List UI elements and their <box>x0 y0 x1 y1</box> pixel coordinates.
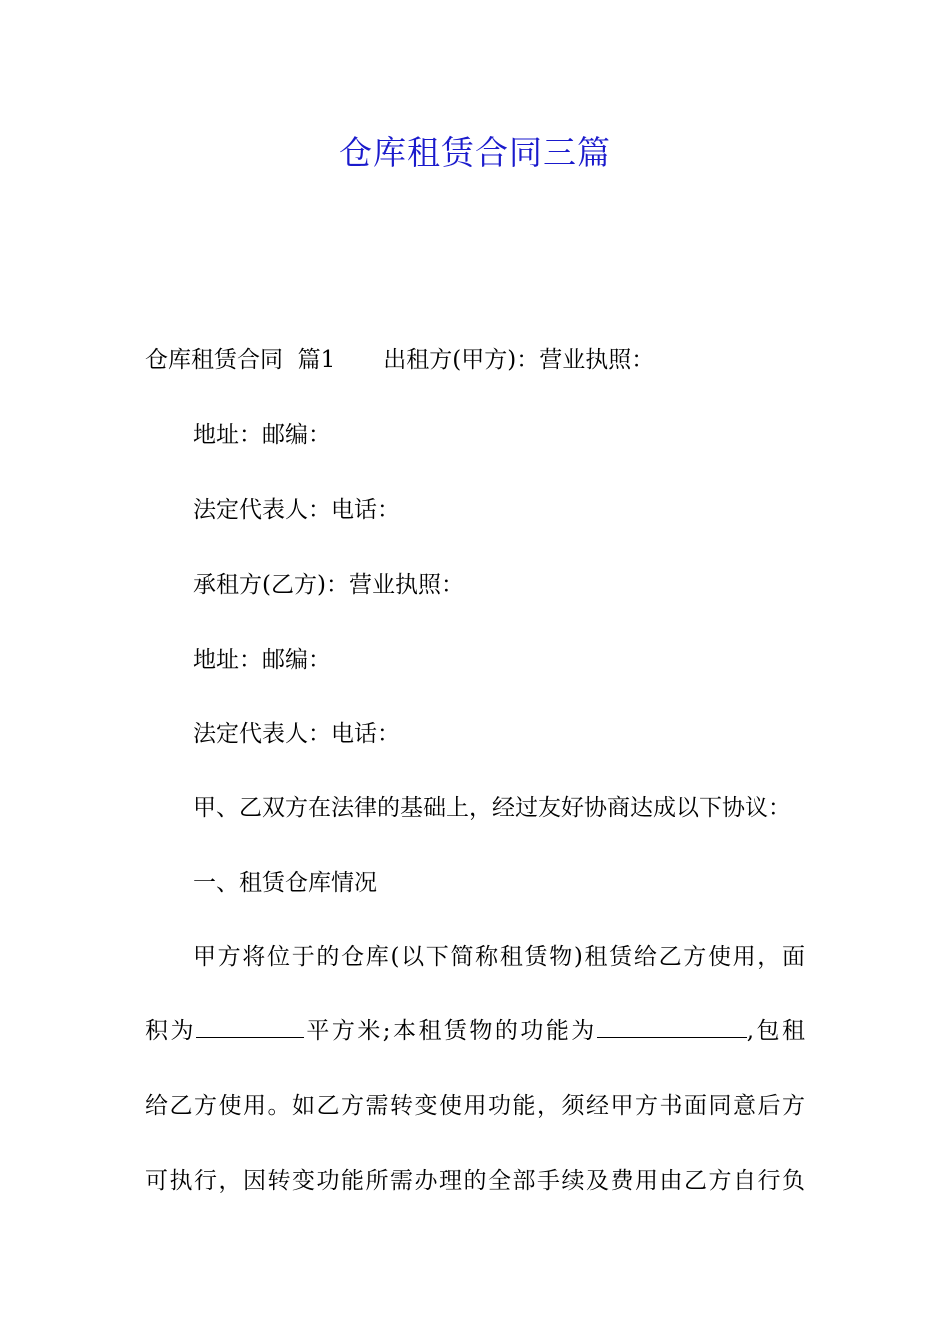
area-blank <box>196 1015 304 1038</box>
lessee-line: 承租方(乙方)：营业执照： <box>193 572 464 598</box>
paragraph-line: 甲方将位于的仓库(以下简称租赁物)租赁给乙方使用，面 <box>193 944 805 970</box>
lessor-line: 出租方(甲方)：营业执照： <box>383 347 655 373</box>
contract-heading: 仓库租赁合同 篇1 <box>145 347 336 373</box>
paragraph-text: 积为 <box>145 1018 196 1044</box>
contract-heading-line <box>145 340 654 380</box>
paragraph-line: 给乙方使用。如乙方需转变使用功能，须经甲方书面同意后方 <box>145 1093 805 1119</box>
lessee-address: 地址：邮编： <box>193 647 331 673</box>
lessor-address: 地址：邮编： <box>193 422 331 448</box>
paragraph-line: 可执行，因转变功能所需办理的全部手续及费用由乙方自行负 <box>145 1168 805 1194</box>
section-heading-1: 一、租赁仓库情况 <box>193 870 377 896</box>
paragraph-text: ,包租 <box>746 1018 806 1044</box>
lessee-representative: 法定代表人：电话： <box>193 721 400 747</box>
paragraph-line-with-blanks <box>145 1011 805 1051</box>
paragraph-text: 平方米;本租赁物的功能为 <box>303 1018 597 1044</box>
document-title: 仓库租赁合同三篇 <box>339 133 611 172</box>
lessor-representative: 法定代表人：电话： <box>193 497 400 523</box>
agreement-intro: 甲、乙双方在法律的基础上，经过友好协商达成以下协议： <box>193 795 791 821</box>
function-blank <box>597 1015 747 1038</box>
